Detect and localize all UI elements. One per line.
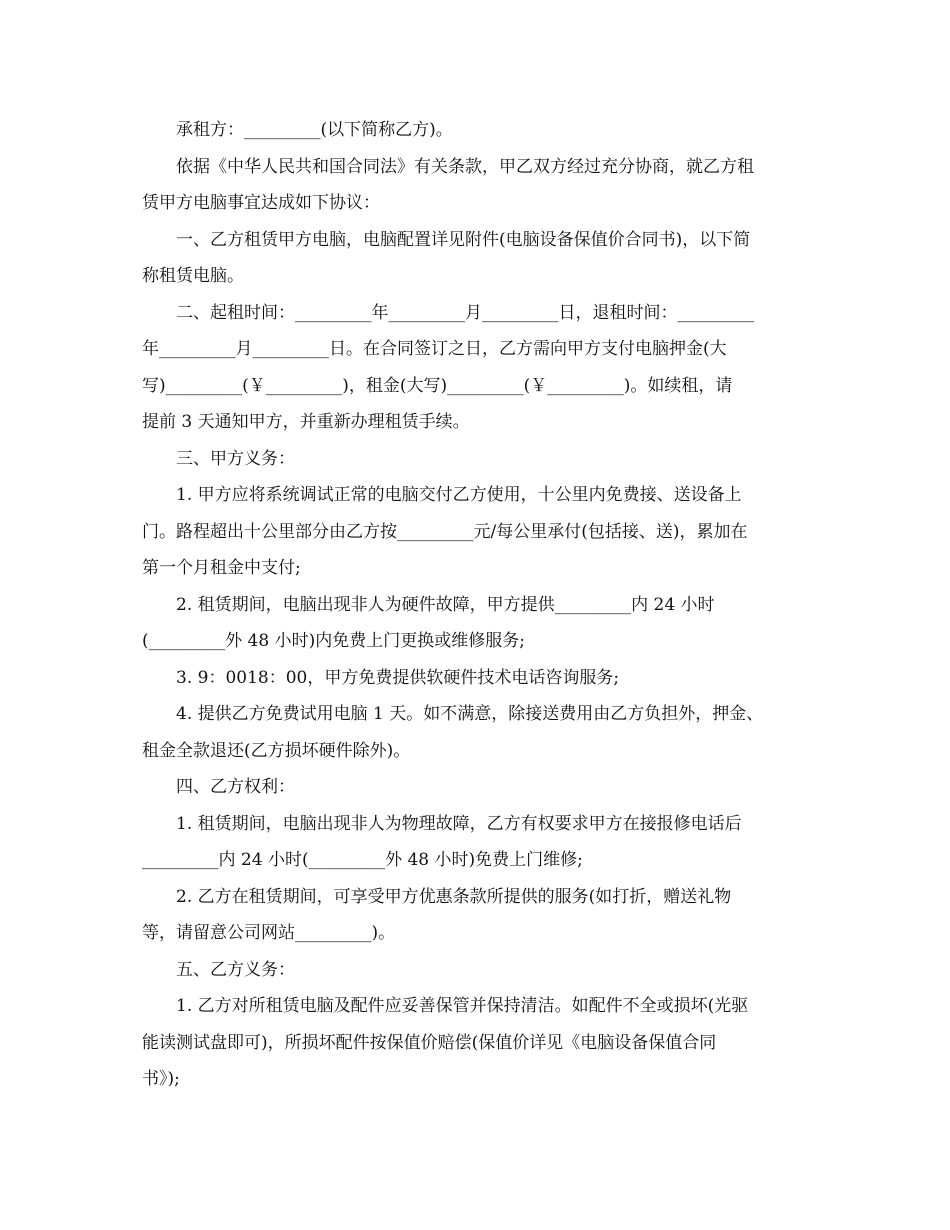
text-line: 能读测试盘即可)，所损坏配件按保值价赔偿(保值价详见《电脑设备保值合同 — [142, 1032, 717, 1053]
text-line: 1. 乙方对所租赁电脑及配件应妥善保管并保持清洁。如配件不全或损坏(光驱 — [176, 996, 749, 1016]
text-line: 2. 租赁期间，电脑出现非人为硬件故障，甲方提供_________内 24 小时 — [176, 594, 715, 615]
text-line: 赁甲方电脑事宜达成如下协议： — [142, 193, 380, 213]
text-line: 写)_________(￥_________)，租金(大写)_________(￥_________)。如续租，请 — [142, 375, 733, 396]
text-line: 4. 提供乙方免费试用电脑 1 天。如不满意，除接送费用由乙方负担外，押金、 — [176, 704, 764, 724]
section-heading: 四、乙方权利： — [176, 777, 295, 797]
text-line: 3. 9：0018：00，甲方免费提供软硬件技术电话咨询服务; — [176, 667, 620, 688]
text-line: 一、乙方租赁甲方电脑，电脑配置详见附件(电脑设备保值价合同书)，以下简 — [176, 229, 751, 250]
section-heading: 三、甲方义务： — [176, 448, 295, 469]
contract-body — [142, 112, 810, 1098]
text-line: 等，请留意公司网站_________)。 — [142, 923, 396, 943]
text-line: 书》); — [142, 1069, 180, 1089]
text-line: 租金全款退还(乙方损坏硬件除外)。 — [142, 740, 411, 761]
text-line: 依据《中华人民共和国合同法》有关条款，甲乙双方经过充分协商，就乙方租 — [176, 156, 754, 177]
text-line: 年_________月_________日。在合同签订之日，乙方需向甲方支付电脑押金(大 — [142, 339, 727, 359]
text-line: (_________外 48 小时)内免费上门更换或维修服务; — [142, 631, 525, 651]
text-line: 提前 3 天通知甲方，并重新办理租赁手续。 — [142, 412, 470, 432]
text-line: 第一个月租金中支付; — [142, 558, 301, 578]
text-line: 承租方：_________(以下简称乙方)。 — [176, 120, 453, 140]
text-line: 二、起租时间：_________年_________月_________日，退租时间：_________ — [176, 302, 754, 323]
section-heading: 五、乙方义务： — [176, 959, 295, 980]
text-line: 门。路程超出十公里部分由乙方按_________元/每公里承付(包括接、送)，累加在 — [142, 521, 748, 542]
text-line: 称租赁电脑。 — [142, 266, 244, 286]
text-line: 2. 乙方在租赁期间，可享受甲方优惠条款所提供的服务(如打折，赠送礼物 — [176, 886, 732, 907]
text-line: _________内 24 小时(_________外 48 小时)免费上门维修; — [142, 850, 583, 870]
text-line: 1. 甲方应将系统调试正常的电脑交付乙方使用，十公里内免费接、送设备上 — [176, 485, 742, 505]
text-line: 1. 租赁期间，电脑出现非人为物理故障，乙方有权要求甲方在接报修电话后 — [176, 813, 742, 834]
